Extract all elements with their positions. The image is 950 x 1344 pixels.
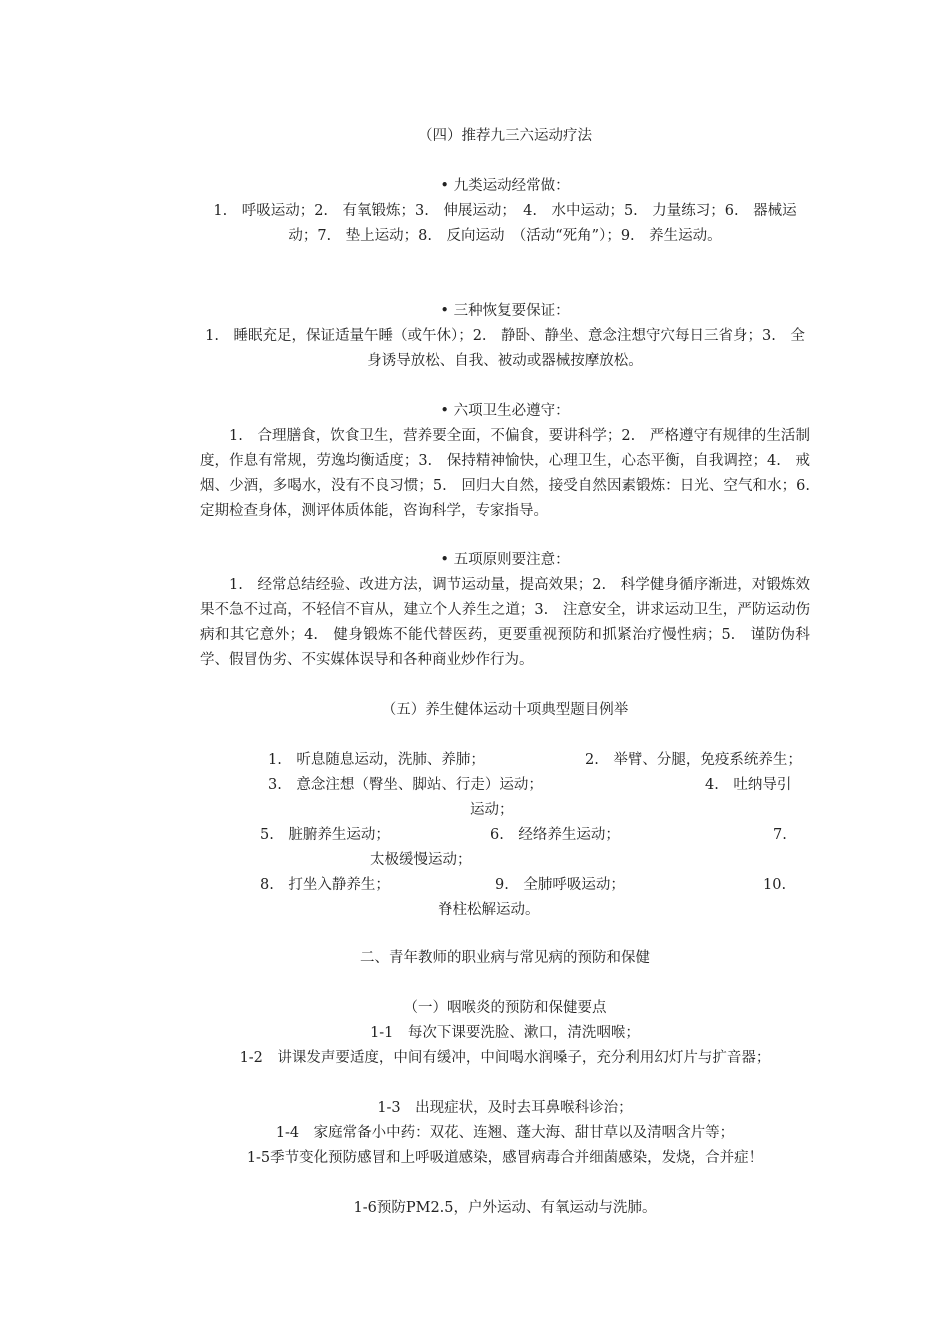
subsection-pharyngitis-title: （一）咽喉炎的预防和保健要点 xyxy=(403,1000,607,1016)
list-item: 3. 意念注想（臀坐、脚站、行走）运动； xyxy=(268,777,543,793)
heading-six-hygiene: • 六项卫生必遵守： xyxy=(440,403,570,419)
list-item: 7. xyxy=(773,827,787,843)
section-4-title: （四）推荐九三六运动疗法 xyxy=(418,128,592,144)
list-item: 1-3 出现症状，及时去耳鼻喉科诊治； xyxy=(377,1100,633,1116)
list-item: 1-1 每次下课要洗脸、漱口，清洗咽喉； xyxy=(370,1025,640,1041)
list-item: 太极缓慢运动； xyxy=(370,852,472,868)
list-item: 1. 听息随息运动，洗肺、养肺； xyxy=(268,752,485,768)
list-item: 5. 脏腑养生运动； xyxy=(260,827,390,843)
list-item: 1-2 讲课发声要适度，中间有缓冲，中间喝水润嗓子，充分利用幻灯片与扩音器； xyxy=(239,1050,771,1066)
list-item: 10. xyxy=(763,877,787,893)
heading-five-principles: • 五项原则要注意： xyxy=(440,552,570,568)
list-item: 1-6预防PM2.5，户外运动、有氧运动与洗肺。 xyxy=(353,1200,657,1216)
part-2-title: 二、青年教师的职业病与常见病的预防和保健 xyxy=(360,950,650,966)
paragraph-three-recoveries: 1. 睡眠充足，保证适量午睡（或午休）；2. 静卧、静坐、意念注想守穴每日三省身；3. 全身诱导放松、自我、被动或器械按摩放松。 xyxy=(205,328,805,369)
section-5-title: （五）养生健体运动十项典型题目例举 xyxy=(381,702,629,718)
list-item: 2. 举臂、分腿，免疫系统养生； xyxy=(585,752,802,768)
list-item: 1-5季节变化预防感冒和上呼吸道感染，感冒病毒合并细菌感染，发烧，合并症！ xyxy=(246,1150,764,1166)
list-item: 6. 经络养生运动； xyxy=(490,827,620,843)
heading-three-recoveries: • 三种恢复要保证： xyxy=(440,303,570,319)
list-item: 运动； xyxy=(470,802,514,818)
paragraph-nine-exercises: 1. 呼吸运动；2. 有氧锻炼；3. 伸展运动； 4. 水中运动；5. 力量练习；6. 器械运动；7. 垫上运动；8. 反向运动 （活动“死角”）；9. 养生运动。 xyxy=(213,203,797,244)
paragraph-five-principles: 1. 经常总结经验、改进方法，调节运动量，提高效果；2. 科学健身循序渐进，对锻炼效果不急不过高，不轻信不盲从，建立个人养生之道；3. 注意安全，讲求运动卫生，严防运动伤病和其它意外；4. 健身锻炼不能代替医药，更要重视预防和抓紧治疗慢性病；5. 谨防伪科学、假冒伪劣、不实媒体误导和各种商业炒作行为。 xyxy=(200,577,810,668)
list-item: 9. 全肺呼吸运动； xyxy=(495,877,625,893)
list-item: 4. 吐纳导引 xyxy=(705,777,792,793)
list-item: 脊柱松解运动。 xyxy=(438,902,540,918)
list-item: 8. 打坐入静养生； xyxy=(260,877,390,893)
list-item: 1-4 家庭常备小中药：双花、连翘、蓬大海、甜甘草以及清咽含片等； xyxy=(275,1125,735,1141)
paragraph-six-hygiene: 1. 合理膳食，饮食卫生，营养要全面，不偏食，要讲科学；2. 严格遵守有规律的生活制度，作息有常规，劳逸均衡适度；3. 保持精神愉快，心理卫生，心态平衡，自我调控；4. 戒烟、少酒，多喝水，没有不良习惯；5. 回归大自然，接受自然因素锻炼：日光、空气和水；6. 定期检查身体，测评体质体能，咨询科学，专家指导。 xyxy=(200,428,825,519)
heading-nine-exercises: • 九类运动经常做： xyxy=(440,178,570,194)
